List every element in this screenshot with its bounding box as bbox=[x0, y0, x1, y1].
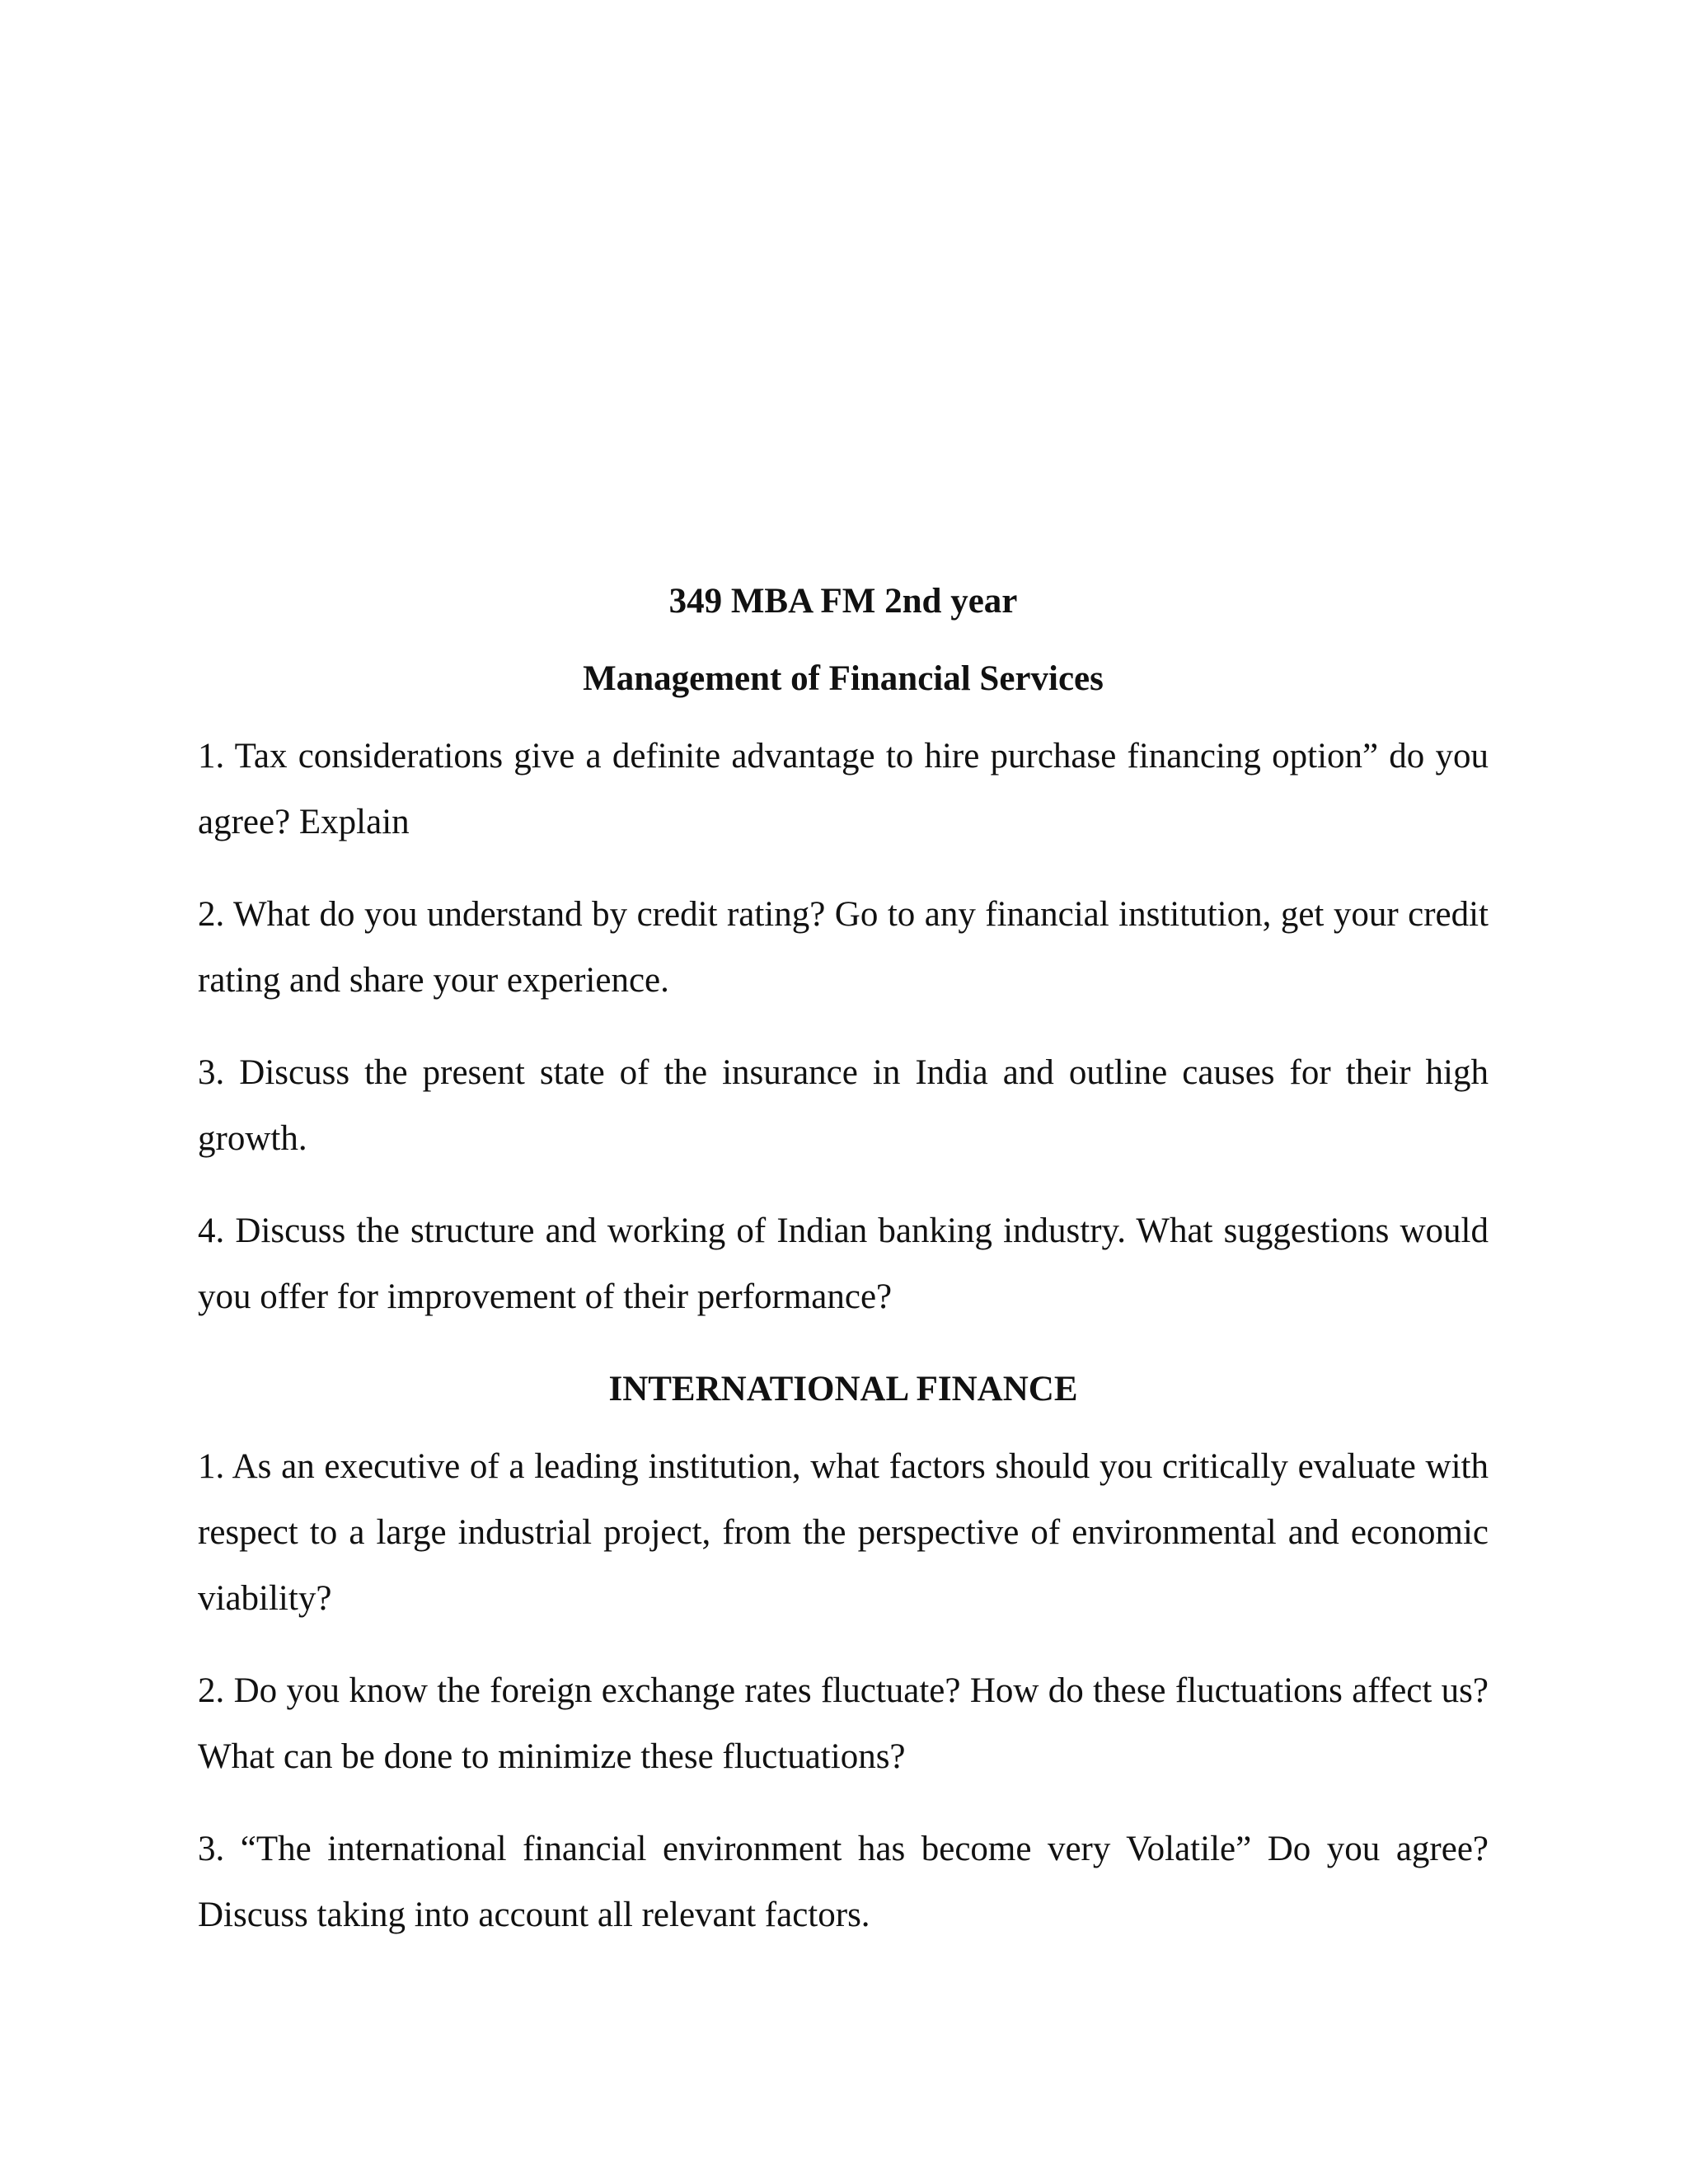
question-item: 1. As an executive of a leading institution, what factors should you critically evaluate with respect to a large industrial project, from the perspective of environmental and economic viability? bbox=[198, 1447, 1489, 1618]
question-item: 3. “The international financial environment has become very Volatile” Do you agree? Discuss taking into account all relevant factors. bbox=[198, 1830, 1489, 1934]
financial-services-questions bbox=[198, 724, 1489, 1330]
section-title-financial-services: Management of Financial Services bbox=[583, 659, 1104, 698]
question-item: 2. What do you understand by credit rating? Go to any financial institution, get your credit rating and share your experience. bbox=[198, 895, 1489, 1000]
question-item: 3. Discuss the present state of the insurance in India and outline causes for their high growth. bbox=[198, 1053, 1489, 1158]
section-title-international-finance: INTERNATIONAL FINANCE bbox=[608, 1370, 1078, 1408]
document-content bbox=[198, 577, 1489, 1975]
international-finance-questions bbox=[198, 1434, 1489, 1948]
question-item: 1. Tax considerations give a definite advantage to hire purchase financing option” do you agree? Explain bbox=[198, 737, 1489, 841]
question-item: 4. Discuss the structure and working of Indian banking industry. What suggestions would you offer for improvement of their performance? bbox=[198, 1212, 1489, 1316]
course-code-heading: 349 MBA FM 2nd year bbox=[668, 582, 1018, 621]
question-item: 2. Do you know the foreign exchange rates fluctuate? How do these fluctuations affect us? What can be done to minimize these fluctuations? bbox=[198, 1671, 1489, 1776]
